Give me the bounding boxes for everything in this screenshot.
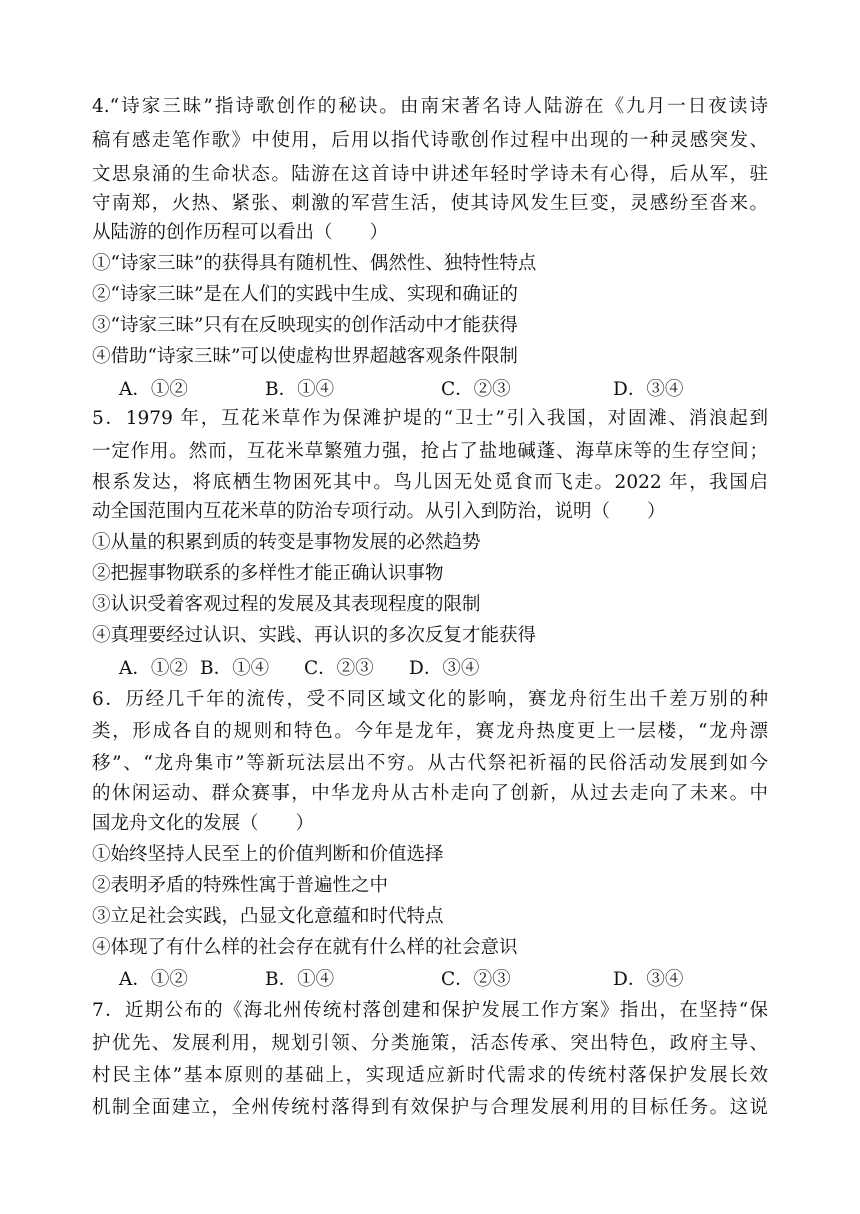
option-c: C．②③ xyxy=(441,379,511,400)
question-4-statement-1: ①“诗家三昧”的获得具有随机性、偶然性、独特性特点 xyxy=(92,253,537,274)
question-6-statement-1: ①始终坚持人民至上的价值判断和价值选择 xyxy=(92,844,444,865)
question-6-statement-3: ③立足社会实践，凸显文化意蕴和时代特点 xyxy=(92,906,444,927)
option-a: A．①② xyxy=(119,969,188,990)
option-b: B．①④ xyxy=(265,379,335,400)
option-c: C．②③ xyxy=(441,969,511,990)
question-4-stem-line: 稿有感走笔作歌》中使用，后用以指代诗歌创作过程中出现的一种灵感突发、 xyxy=(92,130,768,151)
question-4-stem-line: 4.“诗家三昧”指诗歌创作的秘诀。由南宋著名诗人陆游在《九月一日夜读诗 xyxy=(92,96,768,117)
question-5-stem-line: 动全国范围内互花米草的防治专项行动。从引入到防治，说明（ ） xyxy=(92,501,666,522)
question-4-statement-2: ②“诗家三昧”是在人们的实践中生成、实现和确证的 xyxy=(92,284,518,305)
question-6-stem-line: 类，形成各自的规则和特色。今年是龙年，赛龙舟热度更上一层楼，“龙舟漂 xyxy=(92,721,768,742)
option-d: D．③④ xyxy=(613,969,684,990)
question-5-statement-1: ①从量的积累到质的转变是事物发展的必然趋势 xyxy=(92,532,481,553)
question-5-stem-line: 一定作用。然而，互花米草繁殖力强，抢占了盐地碱蓬、海草床等的生存空间； xyxy=(92,441,768,462)
question-6-statement-2: ②表明矛盾的特殊性寓于普遍性之中 xyxy=(92,875,389,896)
question-5-stem-line: 5．1979 年，互花米草作为保滩护堤的“卫士”引入我国，对固滩、消浪起到 xyxy=(92,408,768,429)
question-5-stem-line: 根系发达，将底栖生物困死其中。鸟儿因无处觅食而飞走。2022 年，我国启 xyxy=(92,472,768,493)
question-6-stem-line: 6．历经几千年的流传，受不同区域文化的影响，赛龙舟衍生出千差万别的种 xyxy=(92,689,768,710)
option-c: C．②③ xyxy=(304,658,374,679)
question-5-statement-4: ④真理要经过认识、实践、再认识的多次反复才能获得 xyxy=(92,625,537,646)
option-d: D．③④ xyxy=(613,379,684,400)
option-b: B．①④ xyxy=(200,658,270,679)
question-4-stem-line: 文思泉涌的生命状态。陆游在这首诗中讲述年轻时学诗未有心得，后从军，驻 xyxy=(92,164,768,185)
question-6-stem-line: 国龙舟文化的发展（ ） xyxy=(92,813,315,834)
question-6-statement-4: ④体现了有什么样的社会存在就有什么样的社会意识 xyxy=(92,937,518,958)
question-7-stem-line: 护优先、发展利用，规划引领、分类施策，活态传承、突出特色，政府主导、 xyxy=(92,1033,768,1054)
option-a: A．①② xyxy=(119,658,188,679)
question-5-statement-2: ②把握事物联系的多样性才能正确认识事物 xyxy=(92,563,444,584)
question-7-stem-line: 7．近期公布的《海北州传统村落创建和保护发展工作方案》指出，在坚持“保 xyxy=(92,1000,768,1021)
question-6-stem-line: 移”、“龙舟集市”等新玩法层出不穷。从古代祭祀祈福的民俗活动发展到如今 xyxy=(92,753,768,774)
question-5-statement-3: ③认识受着客观过程的发展及其表现程度的限制 xyxy=(92,594,481,615)
question-7-stem-line: 村民主体”基本原则的基础上，实现适应新时代需求的传统村落保护发展长效 xyxy=(92,1065,768,1086)
question-4-statement-4: ④借助“诗家三昧”可以使虚构世界超越客观条件限制 xyxy=(92,346,518,367)
option-d: D．③④ xyxy=(409,658,480,679)
question-4-statement-3: ③“诗家三昧”只有在反映现实的创作活动中才能获得 xyxy=(92,315,518,336)
question-4-stem-line: 守南郑，火热、紧张、刺激的军营生活，使其诗风发生巨变，灵感纷至沓来。 xyxy=(92,193,768,214)
question-6-stem-line: 的休闲运动、群众赛事，中华龙舟从古朴走向了创新，从过去走向了未来。中 xyxy=(92,783,768,804)
option-b: B．①④ xyxy=(265,969,335,990)
question-4-stem-line: 从陆游的创作历程可以看出（ ） xyxy=(92,222,389,243)
option-a: A．①② xyxy=(119,379,188,400)
question-7-stem-line: 机制全面建立，全州传统村落得到有效保护与合理发展利用的目标任务。这说 xyxy=(92,1097,768,1118)
